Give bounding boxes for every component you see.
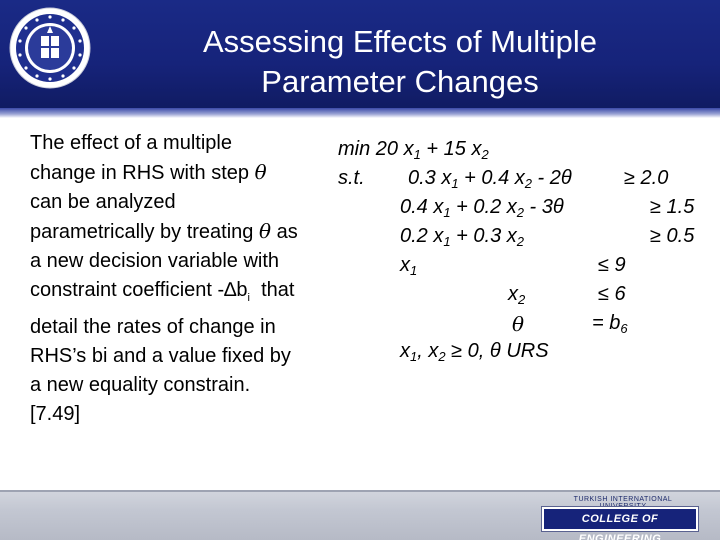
body-line: The effect of a multiple [30, 132, 232, 154]
title-line-1: Assessing Effects of Multiple [203, 24, 597, 59]
domain-row: $x_1$, $x_2 \ge 0$, θ URS [400, 340, 549, 364]
body-line: detail the rates of change in [30, 316, 276, 338]
theta-symbol: θ [259, 219, 272, 243]
body-paragraph [30, 129, 350, 429]
slide-title [100, 22, 700, 102]
title-line-2: Parameter Changes [261, 64, 539, 99]
university-seal-logo [8, 6, 92, 90]
body-line: constraint coefficient $-\Delta b_i$ that [30, 279, 295, 304]
bound-x2-var: $x_2$ [508, 283, 526, 307]
body-line: parametrically by treating θ as [30, 219, 298, 243]
footer-tagline: TURKISH INTERNATIONAL [573, 496, 673, 503]
header-stripe [0, 108, 720, 118]
body-line: [7.49] [30, 403, 81, 425]
theta-symbol: θ [254, 160, 267, 184]
body-line: a new equality constrain. [30, 374, 251, 396]
constraint-row-2: 0.4 $x_1 + 0.2$ $x_2 - 3\theta$ [400, 196, 564, 220]
constraint-3-rhs: ≥ 0.5 [650, 225, 695, 247]
theta-rhs: = $b_6$ [592, 312, 628, 336]
constraint-row-1: 0.3 $x_1 + 0.4$ $x_2 - 2\theta$ [408, 167, 572, 191]
objective-row: min 20 $x_1 + 15$ $x_2$ [338, 138, 489, 162]
theta-var: θ [512, 312, 525, 336]
bound-x2-rhs: ≤ 6 [598, 283, 626, 305]
college-badge-logo: COLLEGE OF ENGINEERING [542, 507, 698, 531]
bound-x1-rhs: ≤ 9 [598, 254, 626, 276]
body-line: change in RHS with step θ [30, 160, 267, 184]
body-line: a new decision variable with [30, 250, 280, 272]
constraint-1-rhs: ≥ 2.0 [624, 167, 669, 189]
bound-x1-var: $x_1$ [400, 254, 418, 278]
body-line: RHS’s bi and a value fixed by [30, 345, 291, 367]
body-line: can be analyzed [30, 191, 176, 213]
constraint-2-rhs: ≥ 1.5 [650, 196, 695, 218]
footer-divider [0, 490, 720, 492]
constraint-row-3: 0.2 $x_1 + 0.3$ $x_2$ [400, 225, 524, 249]
delta-b-symbol: ∆b [224, 279, 248, 301]
st-label: s.t. [338, 167, 365, 189]
